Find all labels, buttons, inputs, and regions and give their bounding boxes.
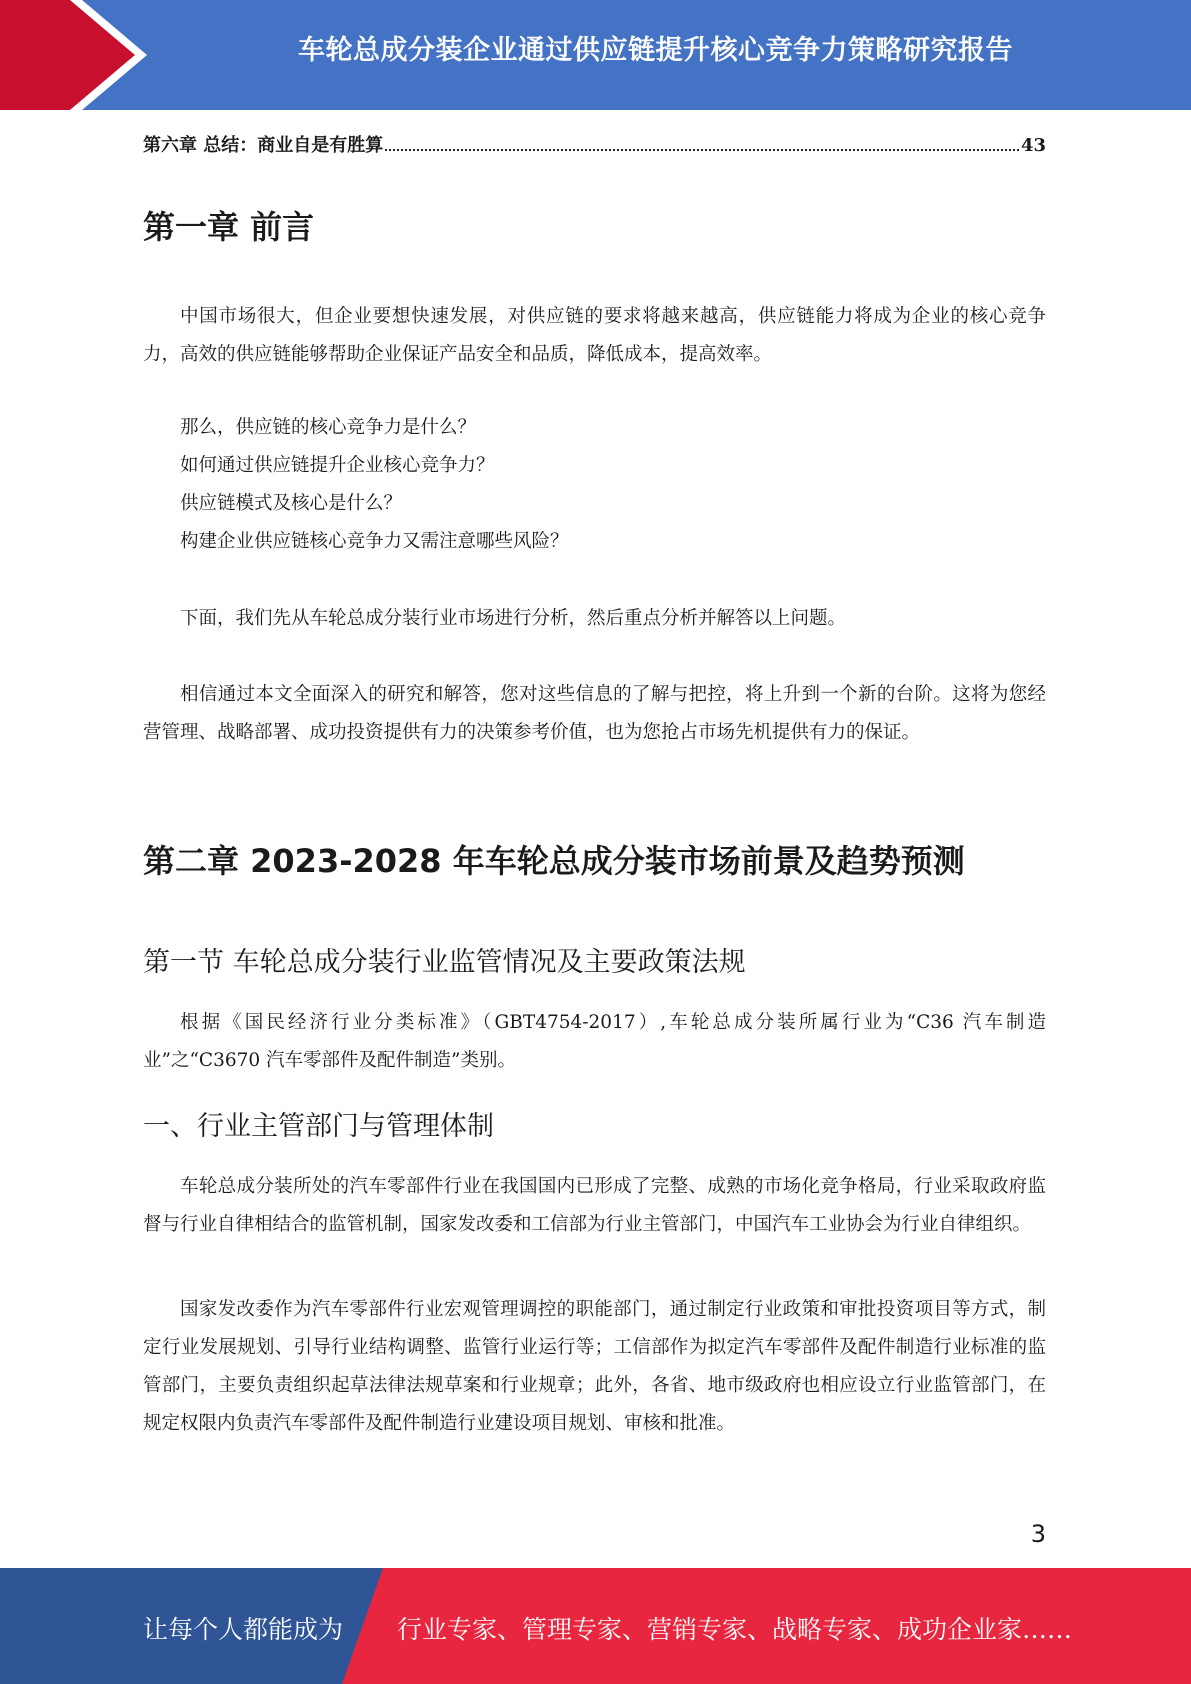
- header-band: [0, 0, 1191, 110]
- classification-paragraph: 根据《国民经济行业分类标准》（GBT4754-2017）,车轮总成分装所属行业为“C36 汽车制造业”之“C3670 汽车零部件及配件制造”类别。: [143, 1012, 1046, 1071]
- section-1-title: 第一节 车轮总成分装行业监管情况及主要政策法规: [143, 947, 746, 978]
- chapter-2-title: 第二章 2023-2028 年车轮总成分装市场前景及趋势预测: [143, 842, 965, 880]
- toc-leader-dots: [385, 149, 1019, 151]
- header-arrow-decoration: [0, 0, 160, 110]
- footer-band: [0, 1568, 1191, 1684]
- question-list: [143, 409, 1046, 561]
- footer-slogan-right: 行业专家、管理专家、营销专家、战略专家、成功企业家……: [397, 1615, 1073, 1644]
- page-number: 3: [1030, 1520, 1046, 1548]
- value-paragraph: 相信通过本文全面深入的研究和解答，您对这些信息的了解与把控，将上升到一个新的台阶。这将为您经营管理、战略部署、成功投资提供有力的决策参考价值，也为您抢占市场先机提供有力的保证。: [143, 684, 1046, 743]
- question-item: 如何通过供应链提升企业核心竞争力？: [180, 455, 495, 476]
- toc-entry-label: 第六章 总结：商业自是有胜算: [143, 135, 384, 156]
- question-item: 那么，供应链的核心竞争力是什么？: [180, 417, 477, 438]
- toc-entry[interactable]: [143, 131, 1046, 157]
- question-item: 供应链模式及核心是什么？: [180, 493, 403, 514]
- ndrc-paragraph: 国家发改委作为汽车零部件行业宏观管理调控的职能部门，通过制定行业政策和审批投资项目等方式，制定行业发展规划、引导行业结构调整、监管行业运行等；工信部作为拟定汽车零部件及配件制造行业标准的监管部门，主要负责组织起草法律法规草案和行业规章；此外，各省、地市级政府也相应设立行业监管部门，在规定权限内负责汽车零部件及配件制造行业建设项目规划、审核和批准。: [143, 1299, 1046, 1434]
- chapter-1-title: 第一章 前言: [143, 208, 315, 246]
- intro-paragraph: 中国市场很大，但企业要想快速发展，对供应链的要求将越来越高，供应链能力将成为企业的核心竞争力，高效的供应链能够帮助企业保证产品安全和品质，降低成本，提高效率。: [143, 306, 1046, 365]
- report-title: 车轮总成分装企业通过供应链提升核心竞争力策略研究报告: [298, 35, 1013, 66]
- analysis-paragraph: 下面，我们先从车轮总成分装行业市场进行分析，然后重点分析并解答以上问题。: [180, 608, 847, 629]
- subsection-1-title: 一、行业主管部门与管理体制: [143, 1111, 494, 1142]
- question-item: 构建企业供应链核心竞争力又需注意哪些风险？: [180, 531, 569, 552]
- footer-slogan-left: 让每个人都能成为: [143, 1615, 344, 1644]
- regulation-paragraph: 车轮总成分装所处的汽车零部件行业在我国国内已形成了完整、成熟的市场化竞争格局，行业采取政府监督与行业自律相结合的监管机制，国家发改委和工信部为行业主管部门，中国汽车工业协会为行业自律组织。: [143, 1176, 1046, 1235]
- toc-entry-page: 43: [1020, 135, 1046, 156]
